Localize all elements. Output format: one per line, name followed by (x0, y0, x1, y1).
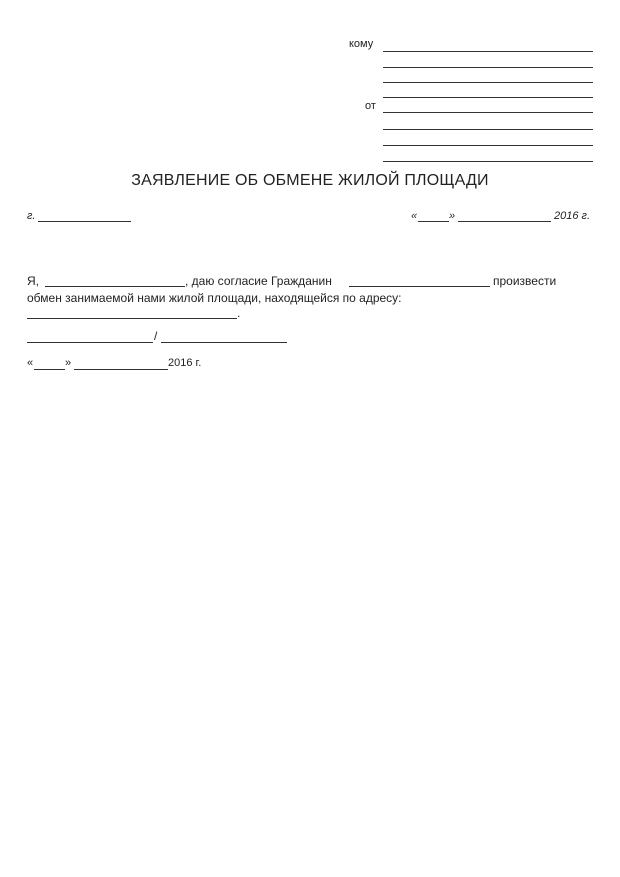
footer-close-quote: » (65, 357, 72, 369)
signature-name-field[interactable] (161, 342, 287, 343)
citizen-name-field[interactable] (349, 286, 490, 287)
to-line-2[interactable] (383, 67, 593, 68)
footer-year: 2016 г. (168, 357, 202, 369)
from-line-3[interactable] (383, 129, 593, 130)
city-field[interactable] (38, 221, 131, 222)
date-day-field[interactable] (418, 221, 449, 222)
to-label: кому (349, 38, 374, 50)
from-line-4[interactable] (383, 145, 593, 146)
from-line-1[interactable] (383, 97, 593, 98)
city-prefix: г. (27, 210, 36, 222)
document-title: ЗАЯВЛЕНИЕ ОБ ОБМЕНЕ ЖИЛОЙ ПЛОЩАДИ (131, 172, 489, 189)
date-close-quote: » (449, 210, 456, 222)
date-year: 2016 г. (554, 210, 591, 222)
body-line1-mid: , даю согласие Гражданин (185, 274, 332, 288)
footer-day-field[interactable] (34, 369, 65, 370)
body-line2: обмен занимаемой нами жилой площади, находящейся по адресу: (27, 291, 402, 305)
body-line1-end: произвести (493, 274, 557, 288)
date-month-field[interactable] (458, 221, 551, 222)
address-field[interactable] (27, 318, 237, 319)
applicant-name-field[interactable] (45, 286, 185, 287)
address-end-period: . (237, 306, 241, 320)
to-line-3[interactable] (383, 82, 593, 83)
footer-open-quote: « (27, 357, 34, 369)
from-line-5[interactable] (383, 161, 593, 162)
from-label: от (365, 100, 376, 112)
to-line-1[interactable] (383, 51, 593, 52)
footer-month-field[interactable] (74, 369, 168, 370)
body-line1-start: Я, (27, 274, 39, 288)
signature-separator: / (154, 329, 158, 343)
signature-field[interactable] (27, 342, 153, 343)
from-line-2[interactable] (383, 112, 593, 113)
date-open-quote: « (411, 210, 418, 222)
